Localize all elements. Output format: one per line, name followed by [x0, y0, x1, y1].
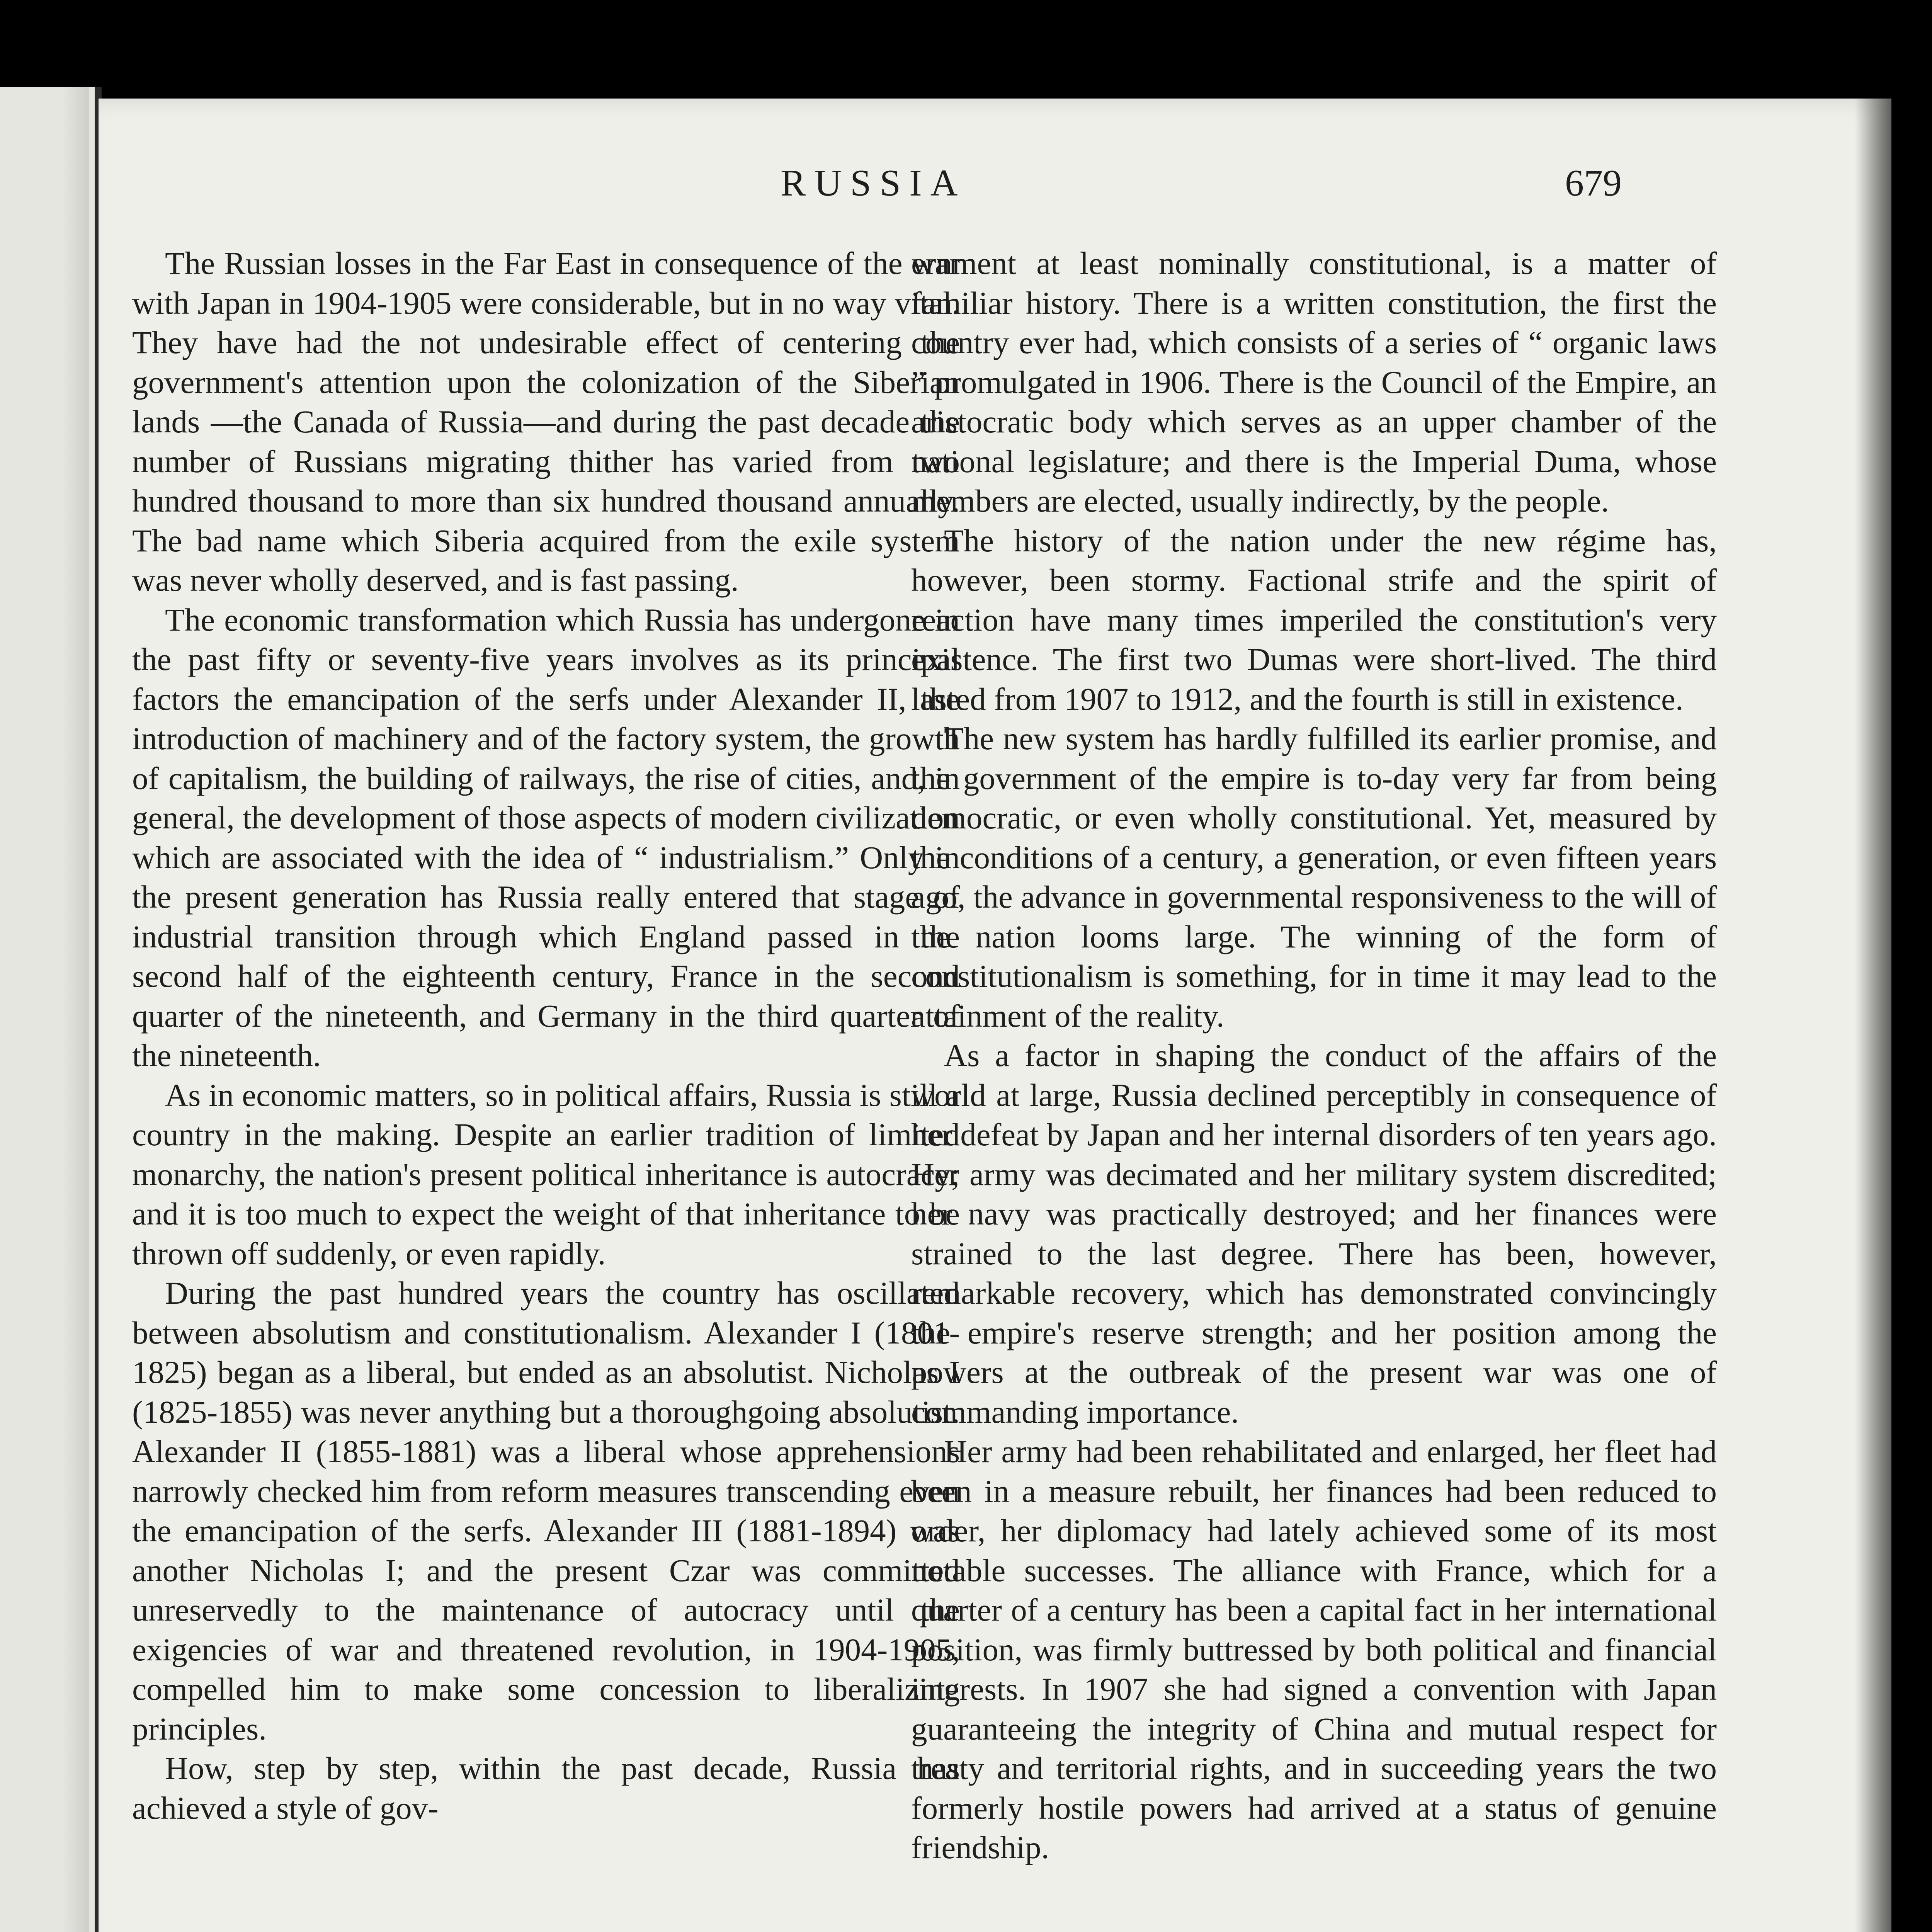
- left-column: [132, 243, 960, 1828]
- page-gutter-shadow: [1855, 99, 1891, 1932]
- paragraph: How, step by step, within the past decade, Russia has achieved a style of gov-: [132, 1750, 960, 1826]
- paragraph: The economic transformation which Russia has undergone in the past fifty or seventy-five years involves as its principal factors the emancipation of the serfs under Alexander II, the introduction of machinery and of the factory system, the growth of capitalism, the building of railways, the rise of cities, and, in general, the development of those aspects of modern civilization which are associated with the idea of “ industrialism.” Only in the present generation has Russia really entered that stage of industrial transition through which England passed in the second half of the eighteenth century, France in the second quarter of the nineteenth, and Germany in the third quarter of the nineteenth.: [132, 602, 960, 1073]
- paragraph: As a factor in shaping the conduct of the affairs of the world at large, Russia declined perceptibly in consequence of her defeat by Japan and her internal disorders of ten years ago. Her army was decimated and her military system discredited; her navy was practically destroyed; and her finances were strained to the last degree. There has been, however, remarkable recovery, which has demonstrated convincingly the empire's reserve strength; and her position among the powers at the outbreak of the present war was one of commanding importance.: [911, 1037, 1717, 1430]
- paragraph: The history of the nation under the new régime has, however, been stormy. Factional strife and the spirit of reaction have many times imperiled the constitution's very existence. The first two Dumas were short-lived. The third lasted from 1907 to 1912, and the fourth is still in existence.: [911, 522, 1717, 717]
- paragraph: The new system has hardly fulfilled its earlier promise, and the government of the empire is to-day very far from being democratic, or even wholly constitutional. Yet, measured by the conditions of a century, a generation, or even fifteen years ago, the advance in governmental responsiveness to the will of the nation looms large. The winning of the form of constitutionalism is something, for in time it may lead to the attainment of the reality.: [911, 721, 1717, 1034]
- paragraph: As in economic matters, so in political affairs, Russia is still a country in the making. Despite an earlier tradition of limited monarchy, the nation's present political inheritance is autocracy; and it is too much to expect the weight of that inheritance to be thrown off suddenly, or even rapidly.: [132, 1077, 960, 1271]
- running-head: RUSSIA: [781, 162, 966, 204]
- paragraph: During the past hundred years the country has oscillated between absolutism and constitutionalism. Alexander I (1801-1825) began as a liberal, but ended as an absolutist. Nicholas I (1825-1855) was never anything but a thoroughgoing absolutist. Alexander II (1855-1881) was a liberal whose apprehensions narrowly checked him from reform measures transcending even the emancipation of the serfs. Alexander III (1881-1894) was another Nicholas I; and the present Czar was committed unreservedly to the maintenance of autocracy until the exigencies of war and threatened revolution, in 1904-1905, compelled him to make some concession to liberalizing principles.: [132, 1275, 960, 1747]
- page-number: 679: [1565, 162, 1622, 204]
- paragraph: The Russian losses in the Far East in consequence of the war with Japan in 1904-1905 were considerable, but in no way vital. They have had the not undesirable effect of centering the government's attention upon the colonization of the Siberian lands —the Canada of Russia—and during the past decade the number of Russians migrating thither has varied from two hundred thousand to more than six hundred thousand annually. The bad name which Siberia acquired from the exile system was never wholly deserved, and is fast passing.: [132, 245, 960, 598]
- paragraph: Her army had been rehabilitated and enlarged, her fleet had been in a measure rebuilt, her finances had been reduced to order, her diplomacy had lately achieved some of its most notable successes. The alliance with France, which for a quarter of a century has been a capital fact in her international position, was firmly buttressed by both political and financial interests. In 1907 she had signed a convention with Japan guaranteeing the integrity of China and mutual respect for treaty and territorial rights, and in succeeding years the two formerly hostile powers had arrived at a status of genuine friendship.: [911, 1434, 1717, 1865]
- paragraph: ernment at least nominally constitutional, is a matter of familiar history. There is a written constitution, the first the country ever had, which consists of a series of “ organic laws ” promulgated in 1906. There is the Council of the Empire, an aristocratic body which serves as an upper chamber of the national legislature; and there is the Imperial Duma, whose members are elected, usually indirectly, by the people.: [911, 245, 1717, 519]
- right-column: [911, 243, 1717, 1867]
- facing-page-shadow: [62, 87, 89, 1932]
